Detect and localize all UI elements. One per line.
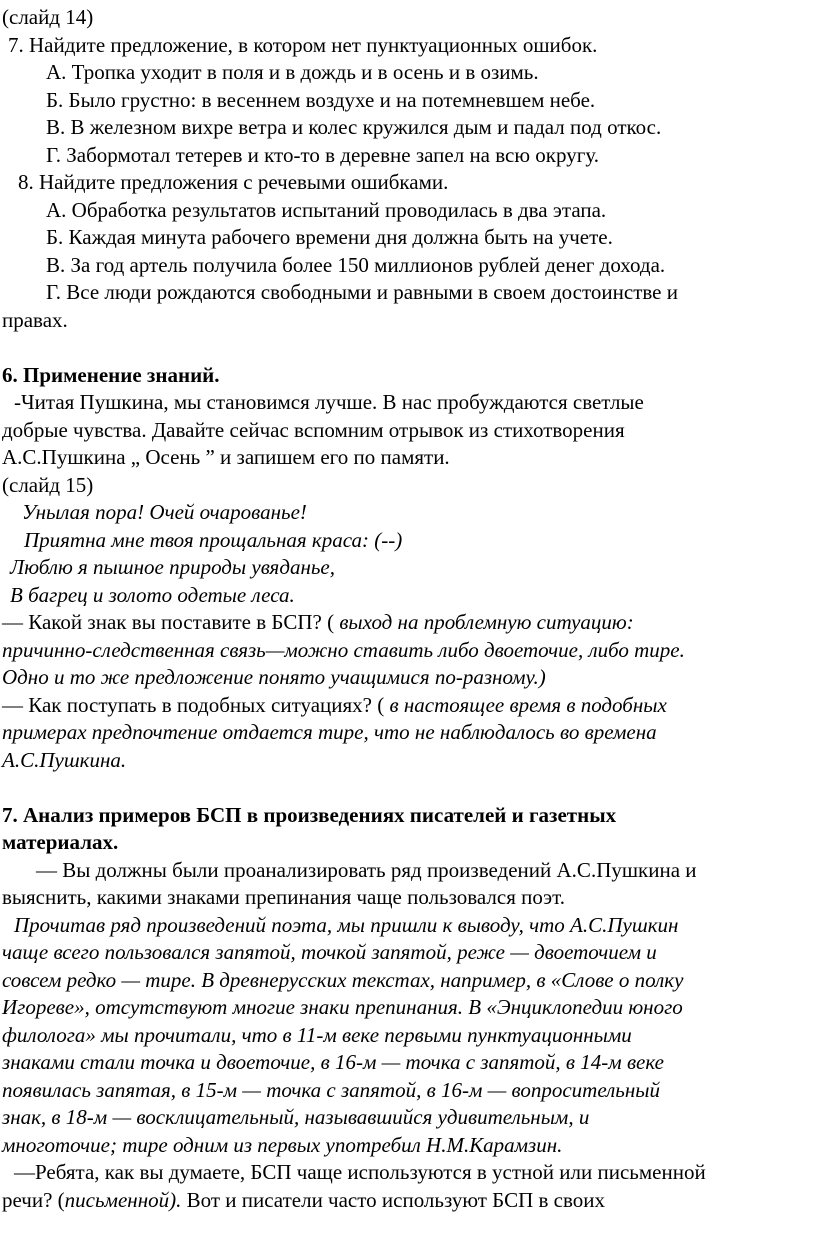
student-answer-line: филолога» мы прочитали, что в 11-м веке первыми пунктуационными: [2, 1022, 632, 1047]
question-7-option-d: Г. Забормотал тетерев и кто-то в деревне запел на всю округу.: [46, 142, 599, 167]
student-answer-line: Игореве», отсутствуют многие знаки препинания. В «Энциклопедии юного: [2, 995, 683, 1019]
poem-line: Люблю я пышное природы увяданье,: [10, 555, 335, 579]
student-answer-line: Прочитав ряд произведений поэта, мы пришли к выводу, что А.С.Пушкин: [14, 912, 679, 937]
student-answer-line: появилась запятая, в 15-м — точка с запятой, в 16-м — вопросительный: [2, 1077, 661, 1102]
slide-label-15: (слайд 15): [2, 472, 94, 497]
question-8-option-a: А. Обработка результатов испытаний проводилась в два этапа.: [46, 197, 607, 222]
question-8-option-d-continuation: правах.: [2, 307, 68, 332]
question-7-title: 7. Найдите предложение, в котором нет пунктуационных ошибок.: [8, 32, 598, 57]
question-text: — Какой знак вы поставите в БСП? (: [2, 610, 340, 634]
section-7-heading: 7. Анализ примеров БСП в произведениях писателей и газетных: [2, 802, 617, 827]
question-8-title: 8. Найдите предложения с речевыми ошибками.: [18, 170, 449, 194]
section-6-heading: 6. Применение знаний.: [2, 362, 220, 387]
question-7-option-b: Б. Было грустно: в весеннем воздухе и на потемневшем небе.: [46, 87, 596, 112]
blank-line: [0, 774, 816, 802]
answer-line: примерах предпочтение отдается тире, что не наблюдалось во времена: [2, 720, 657, 744]
poem-line: В багрец и золото одетые леса.: [10, 582, 295, 607]
poem-line: Унылая пора! Очей очарованье!: [22, 500, 307, 524]
question-text: — Как поступать в подобных ситуациях? (: [2, 692, 390, 717]
poem-line: Приятна мне твоя прощальная краса: (--): [24, 527, 403, 552]
section-6-intro-line: добрые чувства. Давайте сейчас вспомним отрывок из стихотворения: [2, 417, 625, 442]
answer-line: Одно и то же предложение понято учащимися по-разному.): [2, 665, 546, 689]
slide-label-14: (слайд 14): [2, 5, 94, 29]
student-answer-line: знаками стали точка и двоеточие, в 16-м — точка с запятой, в 14-м веке: [2, 1050, 665, 1074]
task-line: выяснить, какими знаками препинания чаще пользовался поэт.: [2, 885, 566, 909]
answer-text: письменной).: [64, 1187, 182, 1212]
question-speech-line: [0, 1187, 816, 1215]
answer-line: А.С.Пушкина.: [2, 747, 127, 772]
answer-text: в настоящее время в подобных: [389, 692, 667, 717]
question-7-option-a: А. Тропка уходит в поля и в дождь и в осень и в озимь.: [46, 60, 539, 84]
question-text: Вот и писатели часто используют БСП в своих: [181, 1187, 606, 1212]
question-text: речи? (: [2, 1187, 65, 1212]
question-8-option-c: В. За год артель получила более 150 миллионов рублей денег дохода.: [46, 252, 666, 277]
student-answer-line: многоточие; тире одним из первых употребил Н.М.Карамзин.: [2, 1132, 563, 1157]
question-speech-line: —Ребята, как вы думаете, БСП чаще используются в устной или письменной: [14, 1160, 706, 1184]
question-7-option-c: В. В железном вихре ветра и колес кружился дым и падал под откос.: [46, 115, 662, 139]
student-answer-line: совсем редко — тире. В древнерусских текстах, например, в «Слове о полку: [2, 967, 684, 992]
section-7-heading-continuation: материалах.: [2, 830, 119, 854]
blank-line: [0, 334, 816, 362]
question-8-option-d: Г. Все люди рождаются свободными и равными в своем достоинстве и: [46, 280, 678, 304]
section-6-intro-line: -Читая Пушкина, мы становимся лучше. В нас пробуждаются светлые: [14, 390, 644, 414]
answer-line: причинно-следственная связь—можно ставить либо двоеточие, либо тире.: [2, 637, 685, 662]
question-sign-choice: [0, 609, 816, 637]
question-situations: [0, 692, 816, 720]
section-6-intro-line: А.С.Пушкина „ Осень ” и запишем его по памяти.: [2, 445, 450, 469]
student-answer-line: чаще всего пользовался запятой, точкой запятой, реже — двоеточием и: [2, 940, 657, 964]
question-8-option-b: Б. Каждая минута рабочего времени дня должна быть на учете.: [46, 225, 613, 249]
answer-text: выход на проблемную ситуацию:: [339, 610, 634, 634]
task-line: — Вы должны были проанализировать ряд произведений А.С.Пушкина и: [36, 857, 697, 882]
student-answer-line: знак, в 18-м — восклицательный, называвшийся удивительным, и: [2, 1105, 590, 1129]
